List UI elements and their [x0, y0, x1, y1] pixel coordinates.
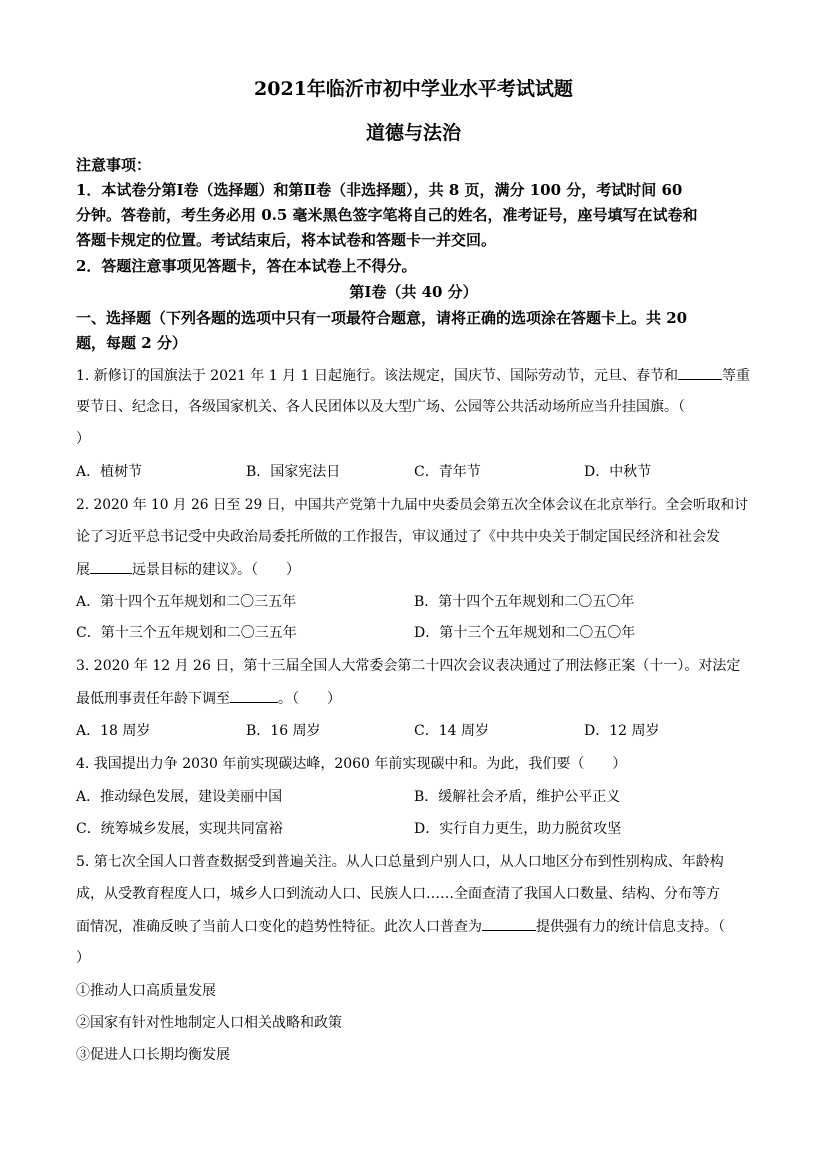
question-3-text-b: 。（ ）: [278, 691, 341, 707]
question-2-text-b: 远景目标的建议》。（ ）: [132, 562, 300, 578]
question-1-option-a: A．植树节: [76, 464, 143, 480]
question-1-line-1: [76, 366, 750, 385]
question-3-text-a: 最低刑事责任年龄下调至: [76, 691, 230, 707]
question-5-text-a: 面情况，准确反映了当前人口变化的趋势性特征。此次人口普查为: [76, 919, 482, 935]
question-3-option-b: B．16 周岁: [246, 723, 321, 739]
question-5-item-3: ③促进人口长期均衡发展: [76, 1047, 230, 1063]
question-2-option-d: D．第十三个五年规划和二〇五〇年: [414, 625, 636, 641]
question-2-option-c: C．第十三个五年规划和二〇三五年: [76, 625, 297, 641]
question-5-line-4: ）: [76, 950, 90, 966]
answer-blank: [230, 689, 278, 703]
question-5-line-1: 5. 第七次全国人口普查数据受到普遍关注。从人口总量到户别人口，从人口地区分布到性别构成、年龄构: [76, 854, 724, 870]
question-2-line-1: 2. 2020 年 10 月 26 日至 29 日，中国共产党第十九届中央委员会第五次全体会议在北京举行。全会听取和讨: [76, 497, 748, 513]
answer-blank: [678, 366, 722, 380]
question-5-line-2: 成，从受教育程度人口，城乡人口到流动人口、民族人口……全面查清了我国人口数量、结构、分布等方: [76, 886, 720, 902]
question-2-line-2: 论了习近平总书记受中央政治局委托所做的工作报告，审议通过了《中共中央关于制定国民经济和社会发: [76, 529, 720, 545]
question-1-option-d: D．中秋节: [584, 464, 652, 480]
question-1-option-b: B．国家宪法日: [246, 464, 341, 480]
section-instruction-line-1: 一、选择题（下列各题的选项中只有一项最符合题意，请将正确的选项涂在答题卡上。共 20: [76, 309, 688, 327]
question-3-option-a: A．18 周岁: [76, 723, 151, 739]
question-1-option-c: C．青年节: [414, 464, 481, 480]
notice-item-2: 2．答题注意事项见答题卡，答在本试卷上不得分。: [76, 257, 417, 275]
question-1-text-a: 1. 新修订的国旗法于 2021 年 1 月 1 日起施行。该法规定，国庆节、国际劳动节，元旦、春节和: [76, 368, 678, 384]
exam-subject: 道德与法治: [365, 122, 461, 144]
question-5-item-1: ①推动人口高质量发展: [76, 983, 216, 999]
question-1-line-2: 要节日、纪念日，各级国家机关、各人民团体以及大型广场、公园等公共活动场所应当升挂国旗。（: [76, 399, 685, 415]
answer-blank: [90, 560, 132, 574]
section-instruction-line-2: 题，每题 2 分）: [76, 334, 187, 352]
question-4-option-b: B．缓解社会矛盾，维护公平正义: [414, 789, 621, 805]
exam-title: 2021年临沂市初中学业水平考试试题: [254, 78, 573, 100]
question-3-option-d: D．12 周岁: [584, 723, 660, 739]
notice-item-1-line-3: 答题卡规定的位置。考试结束后，将本试卷和答题卡一并交回。: [76, 231, 497, 249]
question-3-option-c: C．14 周岁: [414, 723, 489, 739]
answer-blank: [482, 917, 536, 931]
notice-item-1-line-2: 分钟。答卷前，考生务必用 0.5 毫米黑色签字笔将自己的姓名，准考证号，座号填写在试卷和: [76, 206, 698, 224]
part1-heading: 第Ⅰ卷（共 40 分）: [349, 283, 478, 301]
question-3-line-2: [76, 689, 341, 708]
question-5-line-3: [76, 917, 725, 936]
question-4-line-1: 4. 我国提出力争 2030 年前实现碳达峰，2060 年前实现碳中和。为此，我们要（ ）: [76, 756, 627, 772]
question-4-option-d: D．实行自力更生，助力脱贫攻坚: [414, 821, 622, 837]
question-5-text-b: 提供强有力的统计信息支持。（: [536, 919, 725, 935]
question-2-line-3: [76, 560, 300, 579]
question-2-option-b: B．第十四个五年规划和二〇五〇年: [414, 594, 635, 610]
question-5-item-2: ②国家有针对性地制定人口相关战略和政策: [76, 1015, 342, 1031]
notice-item-1-line-1: 1．本试卷分第Ⅰ卷（选择题）和第Ⅱ卷（非选择题），共 8 页，满分 100 分，考试时间 60: [76, 181, 683, 199]
question-3-line-1: 3. 2020 年 12 月 26 日，第十三届全国人大常委会第二十四次会议表决通过了刑法修正案（十一）。对法定: [76, 658, 741, 674]
question-2-text-a: 展: [76, 562, 90, 578]
notice-heading: 注意事项：: [76, 156, 152, 174]
question-1-text-b: 等重: [721, 368, 750, 384]
question-2-option-a: A．第十四个五年规划和二〇三五年: [76, 594, 297, 610]
question-4-option-c: C．统筹城乡发展，实现共同富裕: [76, 821, 283, 837]
question-4-option-a: A．推动绿色发展，建设美丽中国: [76, 789, 283, 805]
question-1-line-3: ）: [76, 431, 90, 447]
